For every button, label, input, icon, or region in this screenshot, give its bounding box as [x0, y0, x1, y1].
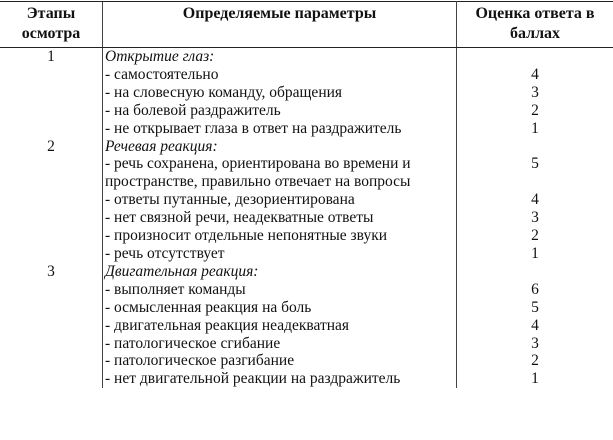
parameter-text: - осмысленная реакция на боль	[103, 299, 457, 317]
stage-number: 3	[47, 262, 55, 280]
header-params: Определяемые параметры	[103, 2, 457, 48]
header-row	[0, 2, 613, 48]
score-value: 1	[531, 244, 539, 262]
table-row	[0, 227, 613, 245]
score-value: 2	[531, 227, 539, 245]
glasgow-scale-table	[0, 1, 613, 388]
table-row	[0, 191, 613, 209]
score-value: 4	[531, 316, 539, 334]
score-value: 3	[531, 209, 539, 227]
stage-empty	[0, 102, 103, 120]
parameter-text: - самостоятельно	[103, 66, 457, 84]
score-value: 3	[531, 83, 539, 101]
stage-number: 1	[47, 48, 55, 65]
score-value: 1	[531, 370, 539, 388]
score-value: 5	[531, 298, 539, 316]
stage-empty	[0, 120, 103, 138]
stage-empty	[0, 191, 103, 209]
table-row	[0, 155, 613, 173]
score-value: 2	[531, 352, 539, 370]
table-row	[0, 281, 613, 299]
parameter-text: пространстве, правильно отвечает на вопросы	[103, 173, 457, 191]
score-value: 5	[531, 155, 539, 173]
table-row	[0, 335, 613, 353]
header-score: Оценка ответа в баллах	[457, 2, 613, 48]
parameter-text: - патологическое сгибание	[103, 335, 457, 353]
stage-empty	[0, 370, 103, 388]
stage-empty	[0, 209, 103, 227]
section-title-row	[0, 138, 613, 156]
parameter-text: - двигательная реакция неадекватная	[103, 317, 457, 335]
parameter-text: - не открывает глаза в ответ на раздражитель	[103, 120, 457, 138]
table-row	[0, 102, 613, 120]
stage-empty	[0, 352, 103, 370]
stage-empty	[0, 281, 103, 299]
score-empty	[457, 263, 613, 281]
table-row	[0, 66, 613, 84]
table-row	[0, 299, 613, 317]
section-title: Открытие глаз:	[103, 48, 457, 66]
parameter-text: - произносит отдельные непонятные звуки	[103, 227, 457, 245]
stage-empty	[0, 335, 103, 353]
table-row	[0, 84, 613, 102]
score-empty	[457, 138, 613, 156]
table-row	[0, 370, 613, 388]
stage-number: 2	[47, 137, 55, 155]
score-value: 2	[531, 101, 539, 119]
stage-empty	[0, 299, 103, 317]
parameter-text: - нет двигательной реакции на раздражитель	[103, 370, 457, 388]
table-row	[0, 173, 613, 191]
stage-empty	[0, 84, 103, 102]
score-value: 6	[531, 280, 539, 298]
score-value: 3	[531, 334, 539, 352]
stage-empty	[0, 173, 103, 191]
section-title: Двигательная реакция:	[103, 263, 457, 281]
stage-empty	[0, 227, 103, 245]
stage-empty	[0, 245, 103, 263]
score-value: 4	[531, 191, 539, 209]
table-row	[0, 120, 613, 138]
table-row	[0, 209, 613, 227]
table-row	[0, 317, 613, 335]
parameter-text: - речь отсутствует	[103, 245, 457, 263]
score-value: 4	[531, 65, 539, 83]
stage-empty	[0, 317, 103, 335]
table-row	[0, 245, 613, 263]
parameter-text: - патологическое разгибание	[103, 352, 457, 370]
stage-empty	[0, 155, 103, 173]
parameter-text: - выполняет команды	[103, 281, 457, 299]
parameter-text: - речь сохранена, ориентирована во времени и	[103, 155, 457, 173]
score-value: 1	[531, 119, 539, 137]
parameter-text: - нет связной речи, неадекватные ответы	[103, 209, 457, 227]
table-row	[0, 352, 613, 370]
score-empty	[457, 48, 613, 66]
section-title-row	[0, 48, 613, 66]
parameter-text: - ответы путанные, дезориентирована	[103, 191, 457, 209]
header-stage: Этапы осмотра	[0, 2, 103, 48]
stage-empty	[0, 66, 103, 84]
score-empty	[457, 173, 613, 191]
parameter-text: - на болевой раздражитель	[103, 102, 457, 120]
section-title-row	[0, 263, 613, 281]
section-title: Речевая реакция:	[103, 138, 457, 156]
parameter-text: - на словесную команду, обращения	[103, 84, 457, 102]
